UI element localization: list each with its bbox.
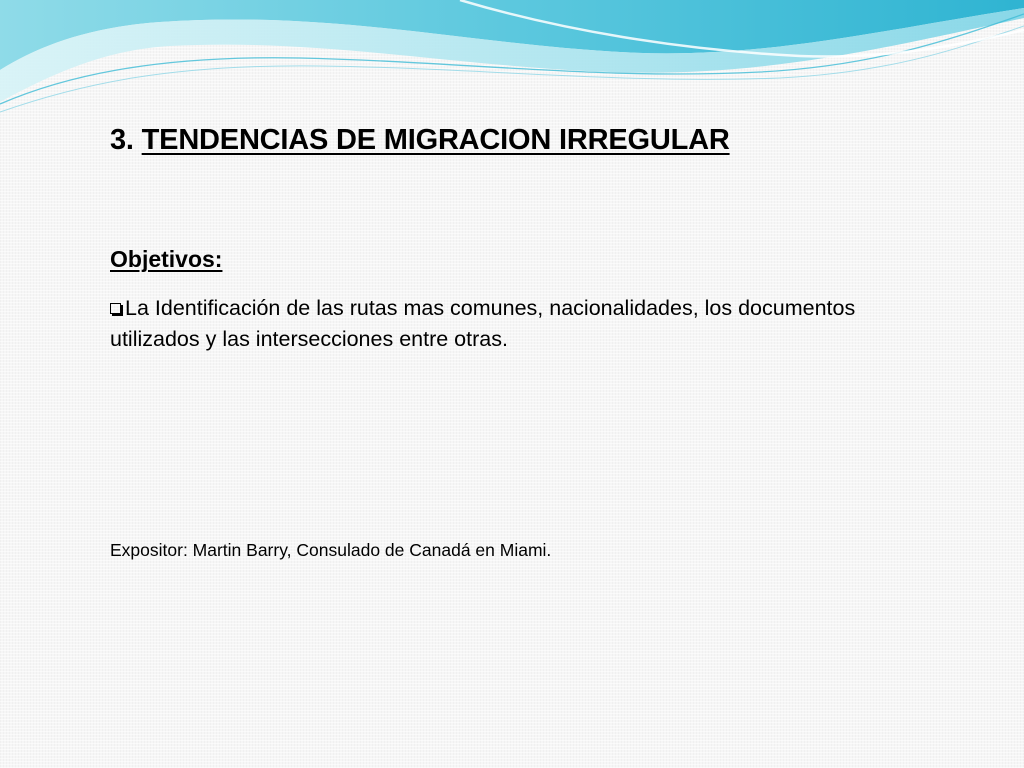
bullet-text: La Identificación de las rutas mas comunes, nacionalidades, los documentos utilizados y las intersecciones entre otras. — [110, 296, 856, 351]
header-wave-decoration — [0, 0, 1024, 120]
objectives-heading: Objetivos: — [110, 246, 223, 272]
presenter-line: Expositor: Martin Barry, Consulado de Canadá en Miami. — [110, 540, 552, 560]
bullet-item — [110, 293, 870, 355]
checkbox-icon — [110, 303, 121, 314]
title-text: TENDENCIAS DE MIGRACION IRREGULAR — [141, 124, 730, 156]
title-number: 3. — [110, 124, 142, 156]
slide-title — [110, 124, 730, 157]
